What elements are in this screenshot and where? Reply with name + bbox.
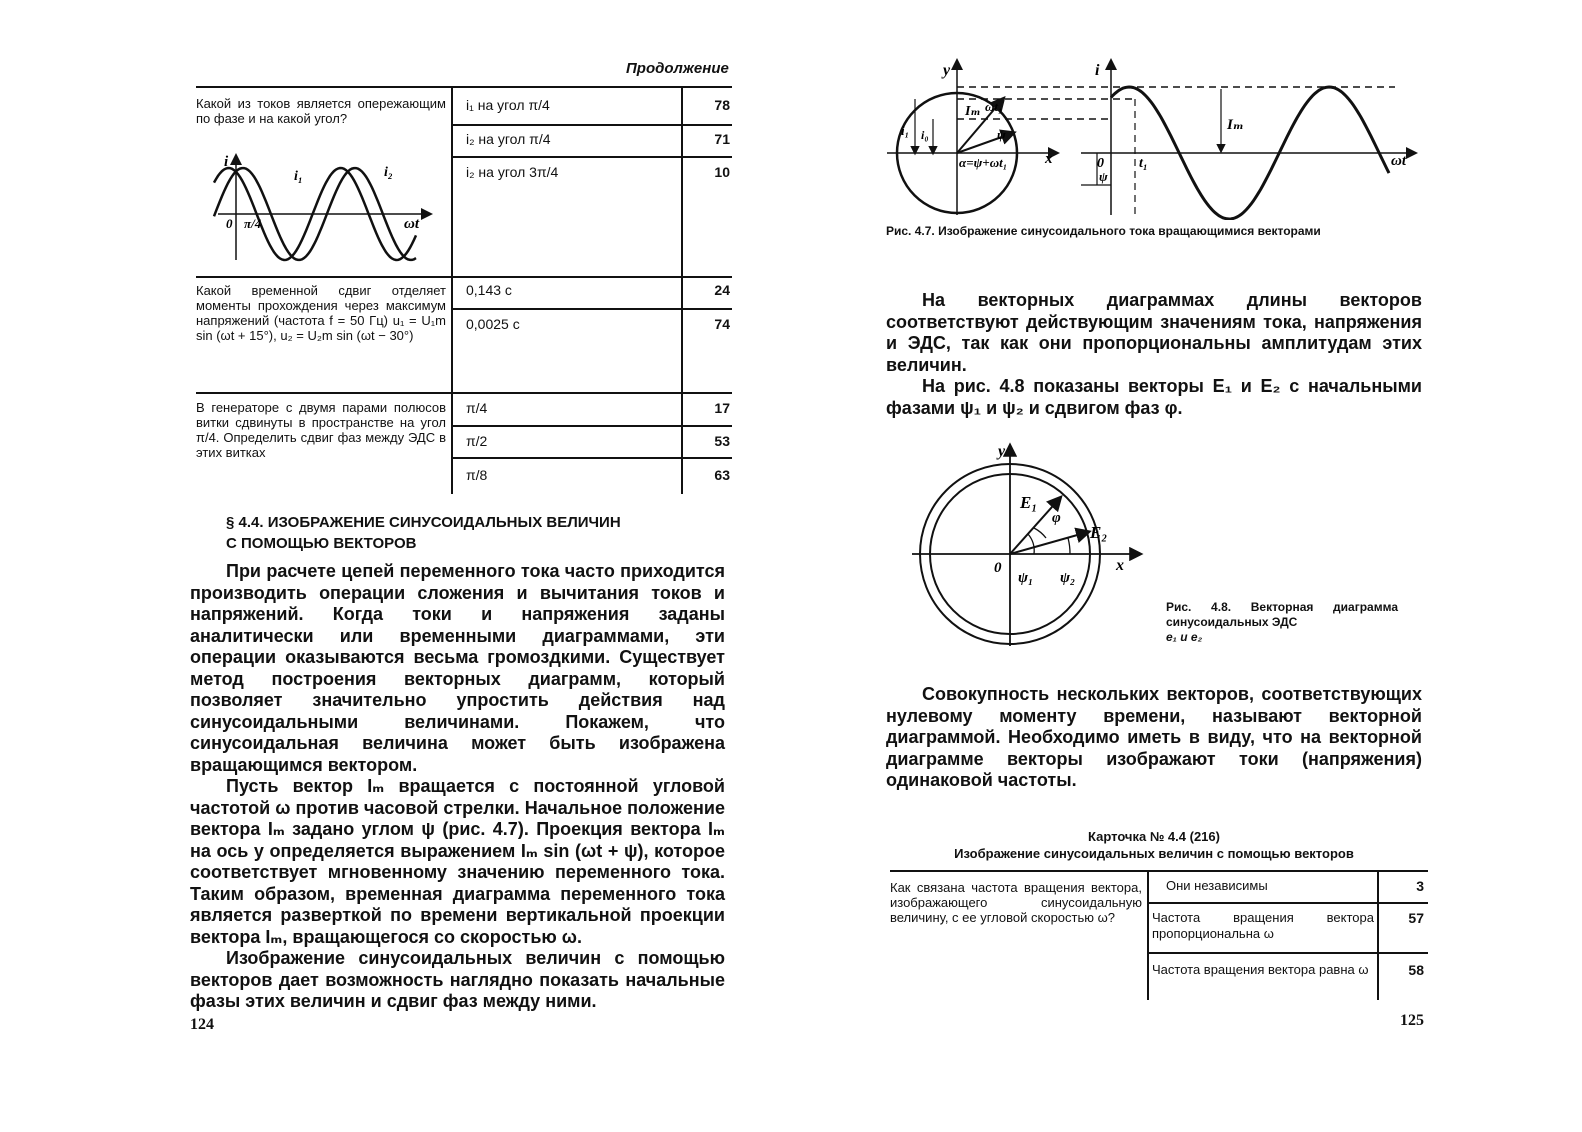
- card-answer: Частота вращения вектора равна ω: [1152, 962, 1369, 977]
- fig47-label-i0: i₀: [921, 128, 929, 142]
- figure-4-7-caption: Рис. 4.7. Изображение синусоидального тока вращающимися векторами: [886, 224, 1321, 238]
- right-body-text-2: [886, 684, 1422, 792]
- table-code: 17: [714, 400, 730, 416]
- table-answer: i₂ на угол 3π/4: [466, 164, 559, 180]
- fig47-label-im: Iₘ: [965, 104, 981, 119]
- table-answer: 0,143 с: [466, 282, 512, 298]
- left-body-text: [190, 561, 725, 1013]
- fig47-label-psi-shift: ψ: [1099, 169, 1108, 184]
- table-answer: π/4: [466, 400, 488, 416]
- fig47-axis-x: x: [1045, 151, 1053, 167]
- card-code: 3: [1416, 878, 1424, 894]
- table-code: 24: [714, 282, 730, 298]
- card-code: 58: [1408, 962, 1424, 978]
- fig47-label-amplitude: Iₘ: [1227, 117, 1244, 133]
- fig48-label-psi1: ψ₁: [1018, 570, 1034, 586]
- continuation-label: Продолжение: [626, 60, 729, 77]
- table-answer: 0,0025 с: [466, 316, 520, 332]
- fig47-label-t1: t₁: [1139, 156, 1148, 171]
- right-body-text-1: [886, 290, 1422, 419]
- table-code: 53: [714, 433, 730, 449]
- paragraph: Совокупность нескольких векторов, соответствующих нулевому моменту времени, называют векторной диаграммой. Необходимо иметь в виду, что на векторной диаграмме векторы изображают токи (напряжения) одинаковой частоты.: [886, 684, 1422, 790]
- table-code: 71: [714, 131, 730, 147]
- fig47-label-i1: i₁: [901, 123, 910, 138]
- card-question: Как связана частота вращения вектора, изображающего синусоидальную величину, с ее угловой скоростью ω?: [890, 880, 1142, 925]
- table-code: 10: [714, 164, 730, 180]
- graph-pi4: π/4: [244, 216, 262, 231]
- table-code: 74: [714, 316, 730, 332]
- paragraph: При расчете цепей переменного тока часто приходится производить операции сложения и вычитания токов и напряжений. Когда токи и напряжения заданы аналитически или временными диаграммами, эти операции оказываются весьма громоздкими. Существует метод построения векторных диаграмм, который позволяет значительно упростить действия над синусоидальными величинами. Покажем, что синусоидальная величина может быть изображена вращающимся вектором.: [190, 561, 725, 775]
- fig48-label-phi: φ: [1052, 510, 1061, 526]
- card-answer: Они независимы: [1166, 878, 1268, 893]
- table-question: Какой из токов является опережающим по фазе и на какой угол?: [196, 96, 446, 126]
- card-code: 57: [1408, 910, 1424, 926]
- fig48-label-e1: E₁: [1020, 493, 1038, 512]
- card-heading: [886, 828, 1422, 862]
- table-answer: i₁ на угол π/4: [466, 97, 550, 113]
- card-title: Карточка № 4.4 (216): [1088, 829, 1220, 844]
- fig48-label-e2: E₂: [1090, 523, 1108, 542]
- figure-4-8: [910, 440, 1150, 650]
- fig48-origin: 0: [994, 560, 1002, 576]
- table-code: 63: [714, 467, 730, 483]
- graph-origin: 0: [226, 216, 233, 231]
- figure-4-7: [885, 55, 1425, 220]
- fig47-label-psi: ψ: [997, 127, 1006, 142]
- card-subtitle: Изображение синусоидальных величин с помощью векторов: [954, 846, 1354, 861]
- fig47-label-wt1: ωt₁: [985, 99, 1003, 114]
- fig47-origin: 0: [1097, 156, 1104, 171]
- page-number: 124: [190, 1016, 214, 1033]
- card-answer: Частота вращения вектора пропорциональна ω: [1152, 910, 1374, 941]
- fig48-axis-x: x: [1116, 557, 1124, 574]
- fig48-axis-y: y: [998, 443, 1006, 460]
- table-answer: π/2: [466, 433, 488, 449]
- paragraph: На рис. 4.8 показаны векторы E₁ и E₂ с начальными фазами ψ₁ и ψ₂ и сдвигом фаз φ.: [886, 376, 1422, 418]
- section-heading: § 4.4. ИЗОБРАЖЕНИЕ СИНУСОИДАЛЬНЫХ ВЕЛИЧИН С ПОМОЩЬЮ ВЕКТОРОВ: [226, 514, 621, 552]
- table-code: 78: [714, 97, 730, 113]
- graph-axis-i: i: [224, 154, 229, 170]
- graph-label-i1: i₁: [294, 169, 303, 184]
- fig47-label-alpha: α=ψ+ωt₁: [959, 155, 1008, 170]
- graph-axis-wt: ωt: [404, 216, 420, 232]
- fig47-axis-wt: ωt: [1391, 153, 1407, 169]
- paragraph: Изображение синусоидальных величин с помощью векторов дает возможность наглядно показать начальные фазы этих величин и сдвиг фаз между ними.: [190, 948, 725, 1011]
- page-number: 125: [1400, 1012, 1424, 1029]
- fig48-label-psi2: ψ₂: [1060, 570, 1076, 586]
- table-answer: i₂ на угол π/4: [466, 131, 551, 147]
- table-answer: π/8: [466, 467, 488, 483]
- fig47-axis-i: i: [1095, 62, 1100, 79]
- fig47-axis-y: y: [943, 62, 951, 79]
- figure-4-8-caption: Рис. 4.8. Векторная диаграмма синусоидальных ЭДС e₁ и e₂: [1166, 600, 1398, 644]
- paragraph: На векторных диаграммах длины векторов соответствуют действующим значениям тока, напряжения и ЭДС, так как они пропорциональны амплитудам этих величин.: [886, 290, 1422, 375]
- table-question: В генераторе с двумя парами полюсов витки сдвинуты в пространстве на угол π/4. Определить сдвиг фаз между ЭДС в этих витках: [196, 400, 446, 460]
- table-question: Какой временной сдвиг отделяет моменты прохождения через максимум напряжений (частота f = 50 Гц) u₁ = U₁m sin (ωt + 15°), u₂ = U₂m sin (ωt − 30°): [196, 283, 446, 343]
- two-currents-graph: [210, 150, 450, 270]
- paragraph: Пусть вектор Iₘ вращается с постоянной угловой частотой ω против часовой стрелки. Начальное положение вектора Iₘ задано углом ψ (рис. 4.7). Проекция вектора Iₘ на ось y определяется выражением Iₘ sin (ωt + ψ), которое соответствует мгновенному значению переменного тока. Таким образом, временная диаграмма переменного тока является разверткой по времени вертикальной проекции вектора Iₘ, вращающегося со скоростью ω.: [190, 776, 725, 947]
- graph-label-i2: i₂: [384, 165, 393, 180]
